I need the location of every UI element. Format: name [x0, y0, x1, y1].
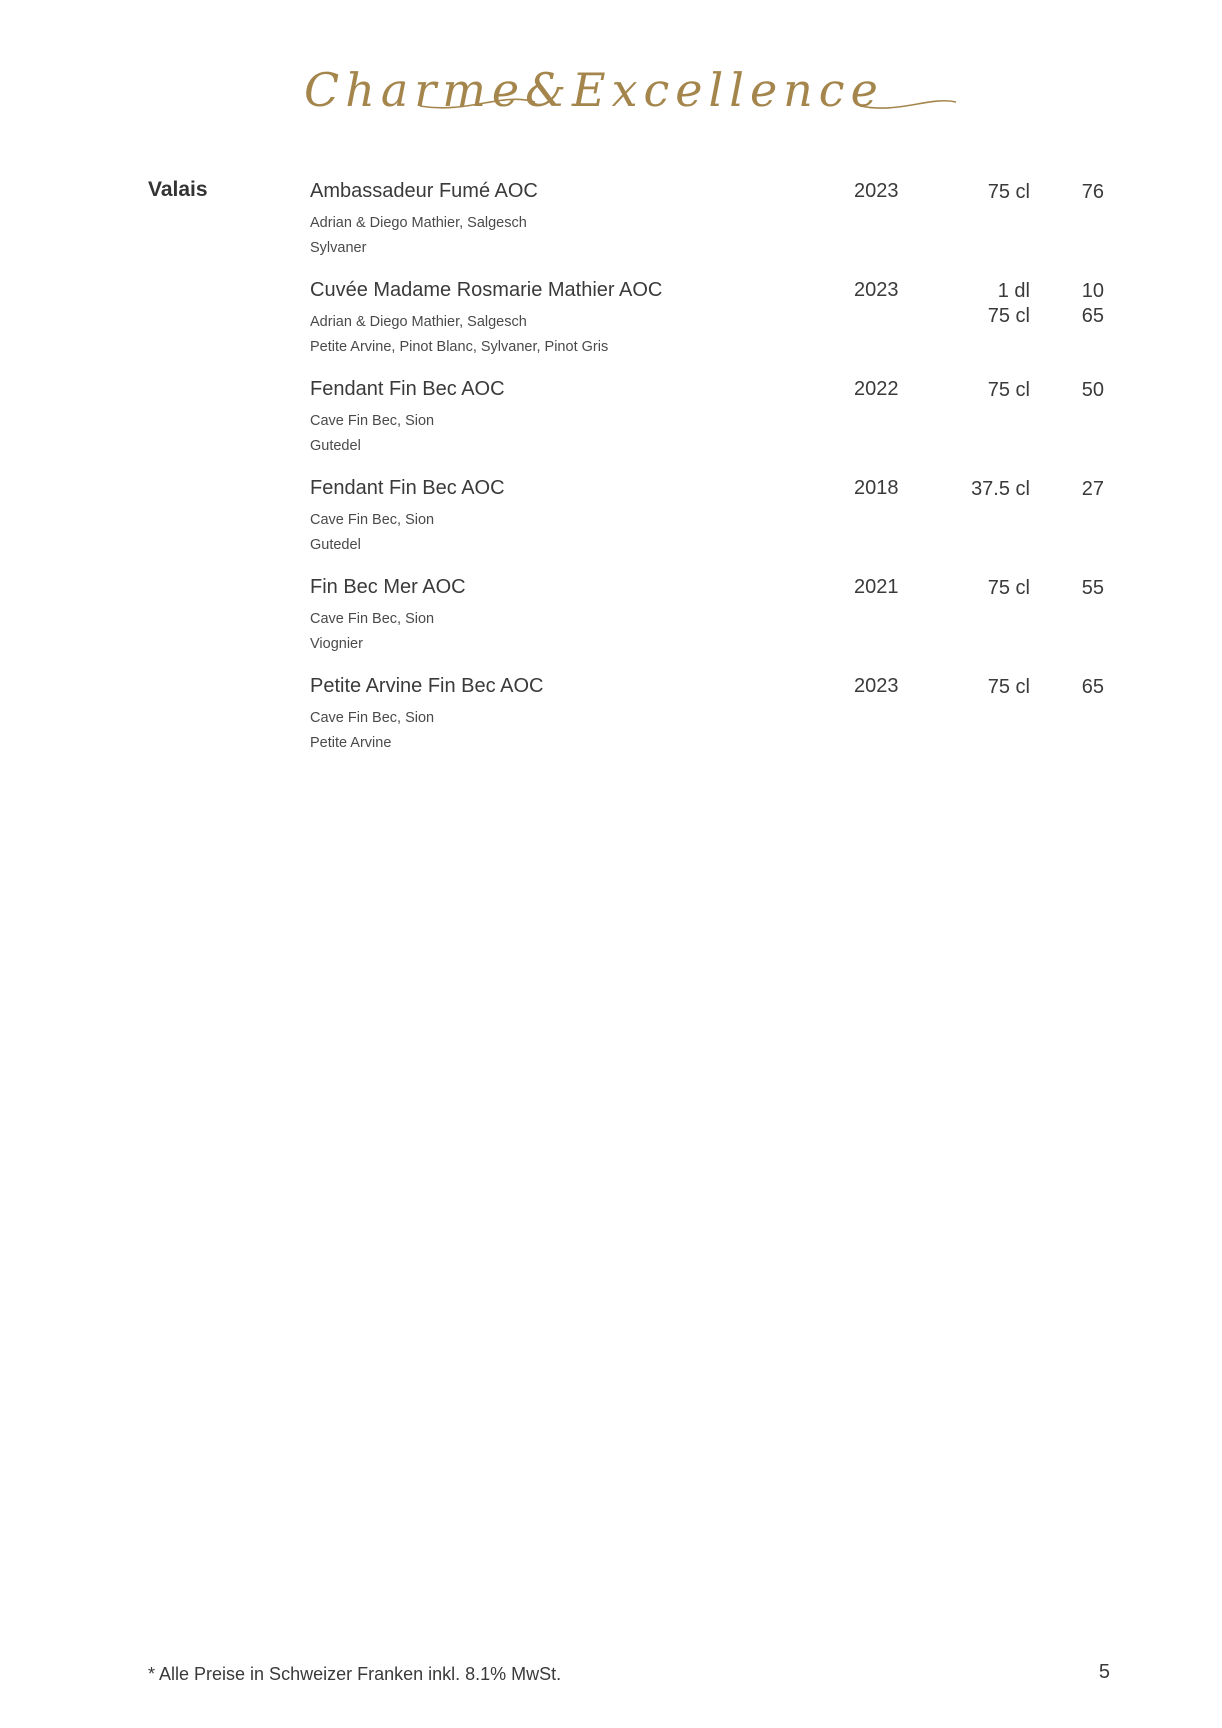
- wine-grapes: Gutedel: [310, 537, 361, 553]
- wine-vintage: 2021: [854, 576, 899, 598]
- wine-producer: Cave Fin Bec, Sion: [310, 413, 435, 429]
- wine-entry: [310, 576, 1110, 675]
- wine-entry: [310, 180, 1110, 279]
- price: 65: [1081, 305, 1104, 327]
- wine-producer: Adrian & Diego Mathier, Salgesch: [310, 215, 527, 231]
- wine-vintage: 2023: [854, 180, 899, 202]
- wine-prices: [1044, 675, 1104, 700]
- wine-vintage: 2023: [854, 675, 899, 697]
- wine-name: Ambassadeur Fumé AOC: [310, 180, 538, 202]
- wine-grapes: Sylvaner: [310, 240, 367, 256]
- wine-prices: [1044, 477, 1104, 502]
- wine-producer: Cave Fin Bec, Sion: [310, 611, 435, 627]
- wine-grapes: Petite Arvine: [310, 735, 392, 751]
- wine-name: Cuvée Madame Rosmarie Mathier AOC: [310, 279, 663, 301]
- bottle-size: 75 cl: [987, 305, 1030, 327]
- wine-sizes: [910, 576, 1030, 601]
- price: 27: [1081, 478, 1104, 500]
- price: 10: [1081, 280, 1104, 302]
- wine-name: Fendant Fin Bec AOC: [310, 477, 505, 499]
- wine-entry: [310, 477, 1110, 576]
- logo-text: Charme&Excellence: [304, 63, 884, 117]
- wine-sizes: [910, 279, 1030, 329]
- price-footnote: * Alle Preise in Schweizer Franken inkl. 8.1% MwSt.: [148, 1664, 562, 1684]
- wine-sizes: [910, 180, 1030, 205]
- page-number: 5: [1098, 1661, 1110, 1683]
- wine-prices: [1044, 378, 1104, 403]
- bottle-size: 37.5 cl: [971, 478, 1030, 500]
- wine-name: Fendant Fin Bec AOC: [310, 378, 505, 400]
- wine-list: [310, 180, 1110, 774]
- bottle-size: 1 dl: [997, 280, 1030, 302]
- price: 65: [1081, 676, 1104, 698]
- wine-entry: [310, 279, 1110, 378]
- wine-name: Fin Bec Mer AOC: [310, 576, 466, 598]
- wine-name: Petite Arvine Fin Bec AOC: [310, 675, 544, 697]
- wine-prices: [1044, 180, 1104, 205]
- price: 55: [1081, 577, 1104, 599]
- brand-logo: [300, 62, 960, 132]
- wine-vintage: 2018: [854, 477, 899, 499]
- wine-prices: [1044, 279, 1104, 329]
- wine-grapes: Petite Arvine, Pinot Blanc, Sylvaner, Pinot Gris: [310, 339, 609, 355]
- bottle-size: 75 cl: [987, 379, 1030, 401]
- wine-sizes: [910, 378, 1030, 403]
- region-heading: Valais: [148, 178, 208, 201]
- bottle-size: 75 cl: [987, 676, 1030, 698]
- wine-producer: Cave Fin Bec, Sion: [310, 512, 435, 528]
- wine-vintage: 2023: [854, 279, 899, 301]
- wine-sizes: [910, 477, 1030, 502]
- wine-grapes: Viognier: [310, 636, 363, 652]
- price: 76: [1081, 181, 1104, 203]
- wine-producer: Cave Fin Bec, Sion: [310, 710, 435, 726]
- bottle-size: 75 cl: [987, 181, 1030, 203]
- wine-grapes: Gutedel: [310, 438, 361, 454]
- wine-prices: [1044, 576, 1104, 601]
- wine-producer: Adrian & Diego Mathier, Salgesch: [310, 314, 527, 330]
- wine-entry: [310, 378, 1110, 477]
- bottle-size: 75 cl: [987, 577, 1030, 599]
- logo-graphic: [300, 62, 960, 132]
- price: 50: [1081, 379, 1104, 401]
- wine-sizes: [910, 675, 1030, 700]
- wine-entry: [310, 675, 1110, 774]
- wine-vintage: 2022: [854, 378, 899, 400]
